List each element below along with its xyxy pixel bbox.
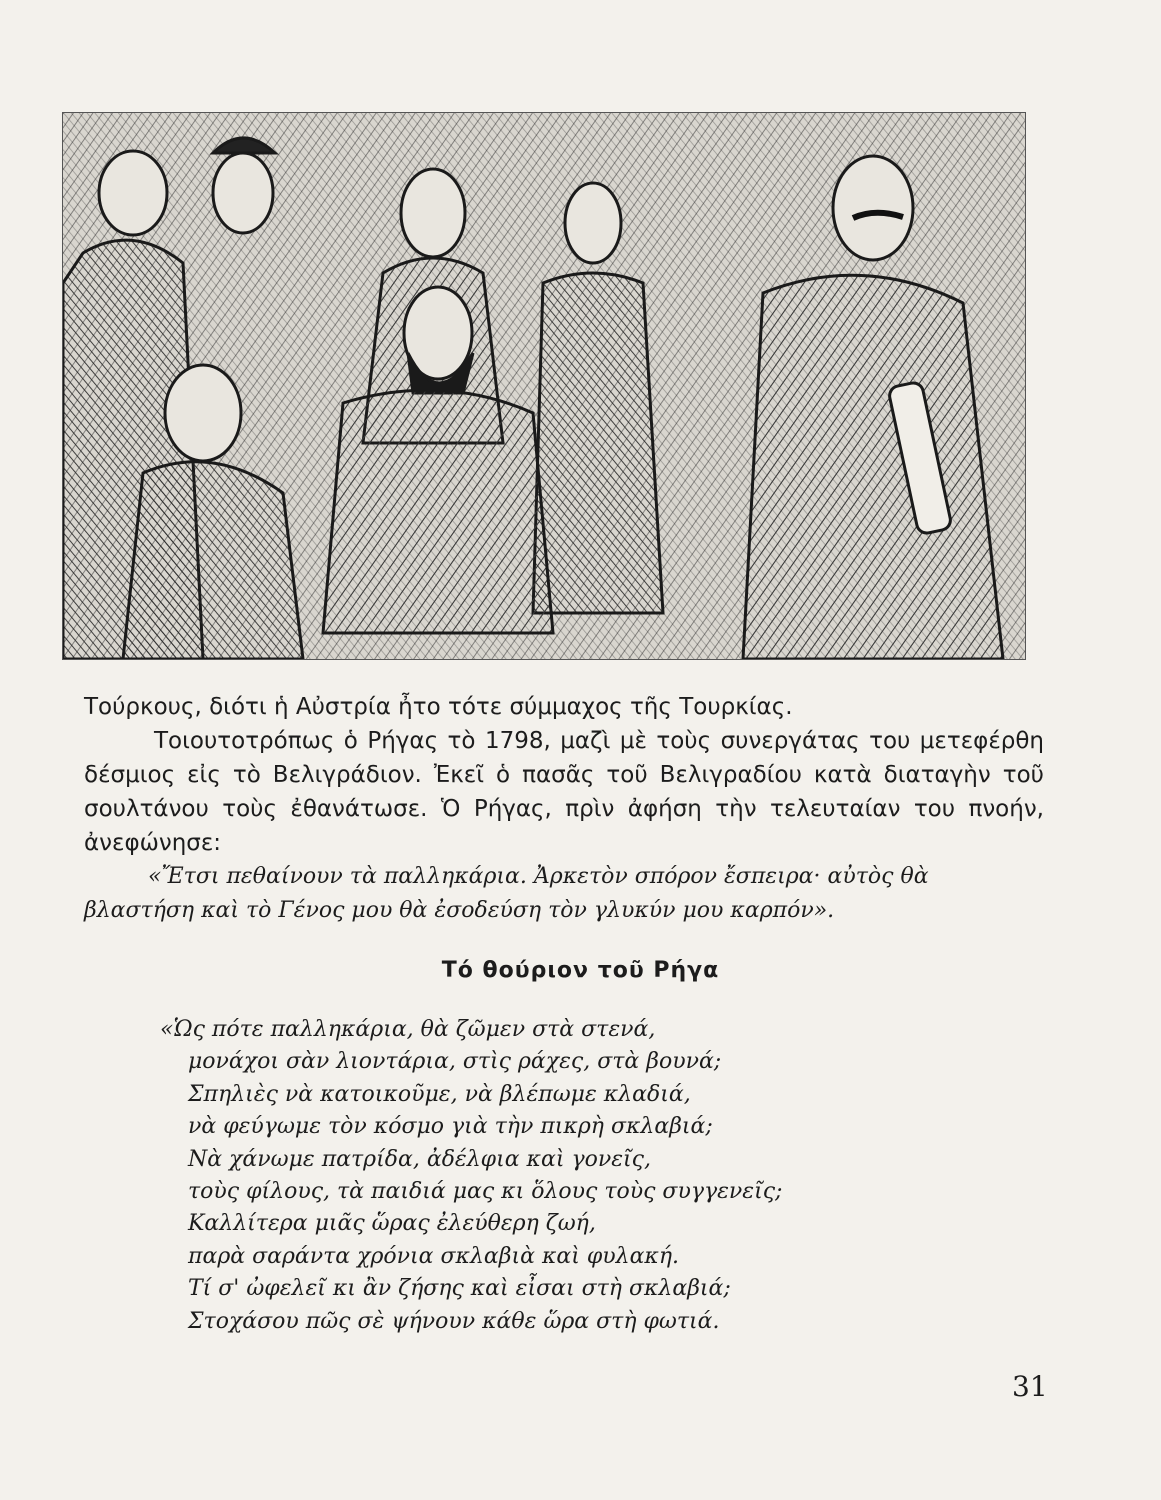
paragraph-continuation: Τούρκους, διότι ἡ Αὐστρία ἦτο τότε σύμμαχος τῆς Τουρκίας. xyxy=(84,694,793,720)
poem-line: μονάχοι σὰν λιοντάρια, στὶς ράχες, στὰ βουνά; xyxy=(188,1049,722,1075)
illustration-drawing xyxy=(63,113,1025,659)
poem-line: παρὰ σαράντα χρόνια σκλαβιὰ καὶ φυλακή. xyxy=(188,1243,680,1269)
section-heading: Τό θούριον τοῦ Ρήγα xyxy=(441,958,720,983)
thourios-poem xyxy=(160,1014,940,1338)
poem-line: τοὺς φίλους, τὰ παιδιά μας κι ὅλους τοὺς συγγενεῖς; xyxy=(188,1179,783,1205)
poem-line: Τί σ' ὠφελεῖ κι ἂν ζήσης καὶ εἶσαι στὴ σκλαβιά; xyxy=(188,1276,731,1302)
poem-line: «Ὡς πότε παλληκάρια, θὰ ζῶμεν στὰ στενά, xyxy=(160,1017,656,1042)
quote-text: «Ἔτσι πεθαίνουν τὰ παλληκάρια. Ἀρκετὸν σπόρον ἔσπειρα· αὐτὸς θὰ βλαστήση καὶ τὸ Γένος μου θὰ ἐσοδεύση τὸν γλυκύν μου καρπόν». xyxy=(84,864,929,923)
engraving-illustration xyxy=(62,112,1026,660)
page-number: 31 xyxy=(1012,1370,1048,1403)
rigas-last-words xyxy=(84,860,1044,928)
poem-line: Στοχάσου πῶς σὲ ψήνουν κάθε ὥρα στὴ φωτιά. xyxy=(188,1308,720,1334)
poem-line: νὰ φεύγωμε τὸν κόσμο γιὰ τὴν πικρὴ σκλαβιά; xyxy=(188,1114,713,1140)
paragraph-rigas-arrest: Τοιουτοτρόπως ὁ Ρήγας τὸ 1798, μαζὶ μὲ τοὺς συνεργάτας του μετεφέρθη δέσμιος εἰς τὸ Βελιγράδιον. Ἐκεῖ ὁ πασᾶς τοῦ Βελιγραδίου κατὰ διαταγὴν τοῦ σουλτάνου τοὺς ἐθανάτωσε. Ὁ Ρήγας, πρὶν ἀφήση τὴν τελευταίαν του πνοήν, ἀνεφώνησε: xyxy=(84,728,1044,856)
poem-line: Καλλίτερα μιᾶς ὥρας ἐλεύθερη ζωή, xyxy=(188,1211,596,1237)
body-text xyxy=(84,690,1044,860)
poem-line: Νὰ χάνωμε πατρίδα, ἀδέλφια καὶ γονεῖς, xyxy=(188,1146,651,1172)
poem-line: Σπηλιὲς νὰ κατοικοῦμε, νὰ βλέπωμε κλαδιά, xyxy=(188,1081,691,1107)
